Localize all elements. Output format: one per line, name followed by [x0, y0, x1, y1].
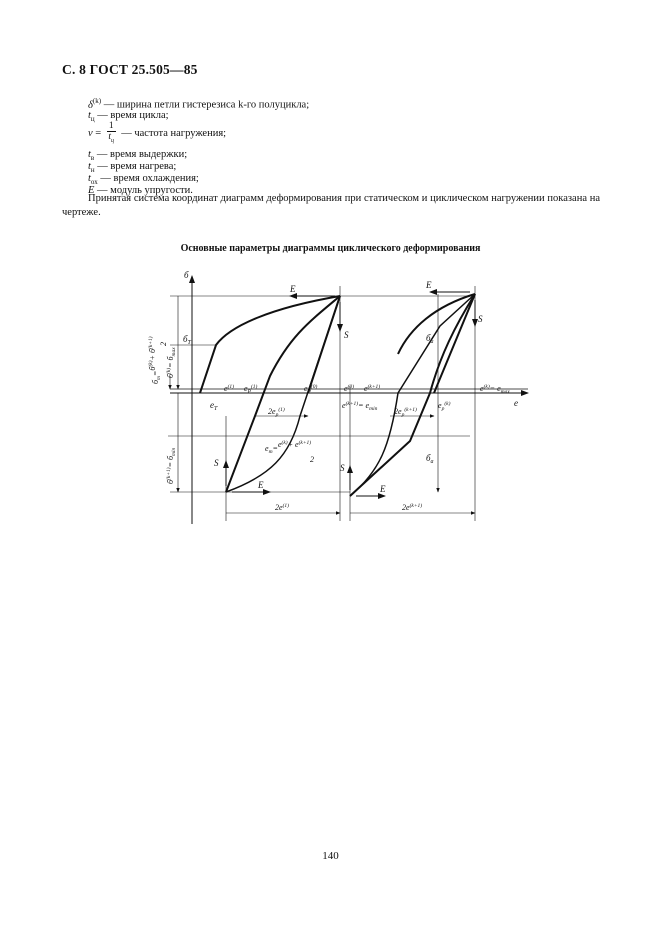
- definition-frequency: ν = $\frac{1}{t_ц}$ — частота нагружения;: [88, 121, 227, 144]
- two-ep1-label: $2e_p^{(1)}$: [268, 407, 285, 418]
- S-label-3: S: [214, 458, 219, 468]
- two-ek1-label: $2e^{(k+1)}$: [402, 503, 423, 512]
- sigma-m-denominator: 2: [159, 342, 168, 346]
- definition-cycle-time: $t_ц$ — время цикла;: [88, 110, 169, 124]
- two-epk1-label: $2e_p^{(k+1)}$: [394, 407, 417, 418]
- figure-title: Основные параметры диаграммы циклического деформирования: [180, 243, 481, 254]
- em-formula: $e_m=e^{(k)}+ e^{(k+1)}$: [265, 440, 312, 455]
- sigma-m-formula: $б_m=б^{(k)}+ б^{(k+1)}$: [148, 336, 162, 384]
- sigma-a-top-label: $б_a$: [426, 333, 434, 345]
- page-header: С. 8 ГОСТ 25.505—85: [62, 62, 198, 77]
- definition-hold-time: $t_в$ — время выдержки;: [88, 149, 188, 163]
- e-axis-label: e: [514, 398, 518, 408]
- loop-k-reload: [350, 294, 475, 496]
- loop-k-compressive: [350, 294, 475, 496]
- definition-delta: $\delta^{(k)}$ — ширина петли гистерезиса k-го полуцикла;: [88, 97, 310, 111]
- e-t-label: $e_T$: [210, 400, 218, 412]
- S-label-4: S: [340, 463, 345, 473]
- em-formula-denominator: 2: [310, 455, 314, 464]
- page-number: 140: [322, 850, 339, 862]
- E-top-left-label: E: [290, 284, 296, 294]
- ep1-label: $e_P^{(1)}$: [244, 384, 258, 395]
- sigma-k-max-label: $б^{(k)}= б_{max}$: [166, 347, 177, 378]
- definition-elastic-modulus: E — модуль упругости.: [88, 185, 193, 196]
- epk-label: $e_p^{(k)}$: [438, 401, 451, 412]
- sigma-axis-label: б: [184, 270, 189, 280]
- intro-paragraph: Принятая система координат диаграмм деформирования при статическом и циклическом нагружении показана на чертеже.: [62, 193, 600, 218]
- frequency-fraction: $\frac{1}{t_ц}$: [108, 121, 115, 144]
- e0-label: $e^{(0)}$: [344, 384, 354, 393]
- compressive-branch-1: [226, 296, 340, 492]
- definition-cooling-time: $t_{ох}$ — время охлаждения;: [88, 173, 199, 187]
- S-label-1: S: [344, 330, 349, 340]
- sigma-a-bottom-label: $б_a$: [426, 453, 434, 465]
- ekp1-min-label: $e^{(k+1)}= e_{min}$: [342, 401, 378, 412]
- E-bottom-right-label: E: [380, 484, 386, 494]
- hysteresis-diagram: [140, 266, 540, 526]
- ekp1-label: $e^{(k+1)}$: [364, 384, 381, 393]
- two-e1-label: $2e^{(1)}$: [275, 503, 289, 512]
- E-bottom-left-label: E: [258, 480, 264, 490]
- e1-label: $e^{(1)}$: [224, 384, 234, 393]
- ek-emax-label: $e^{(k)}= e_{max}$: [480, 384, 510, 395]
- reload-branch-1: [226, 296, 340, 492]
- ep0-label: $e_P^{(0)}$: [304, 384, 318, 395]
- sigma-t-label: $б_T$: [183, 334, 191, 346]
- S-label-2: S: [478, 314, 483, 324]
- sigma-kp1-min-label: $б^{(k+1)}= б_{min}$: [166, 447, 177, 484]
- definition-heating-time: $t_н$ — время нагрева;: [88, 161, 177, 175]
- E-top-right-label: E: [426, 280, 432, 290]
